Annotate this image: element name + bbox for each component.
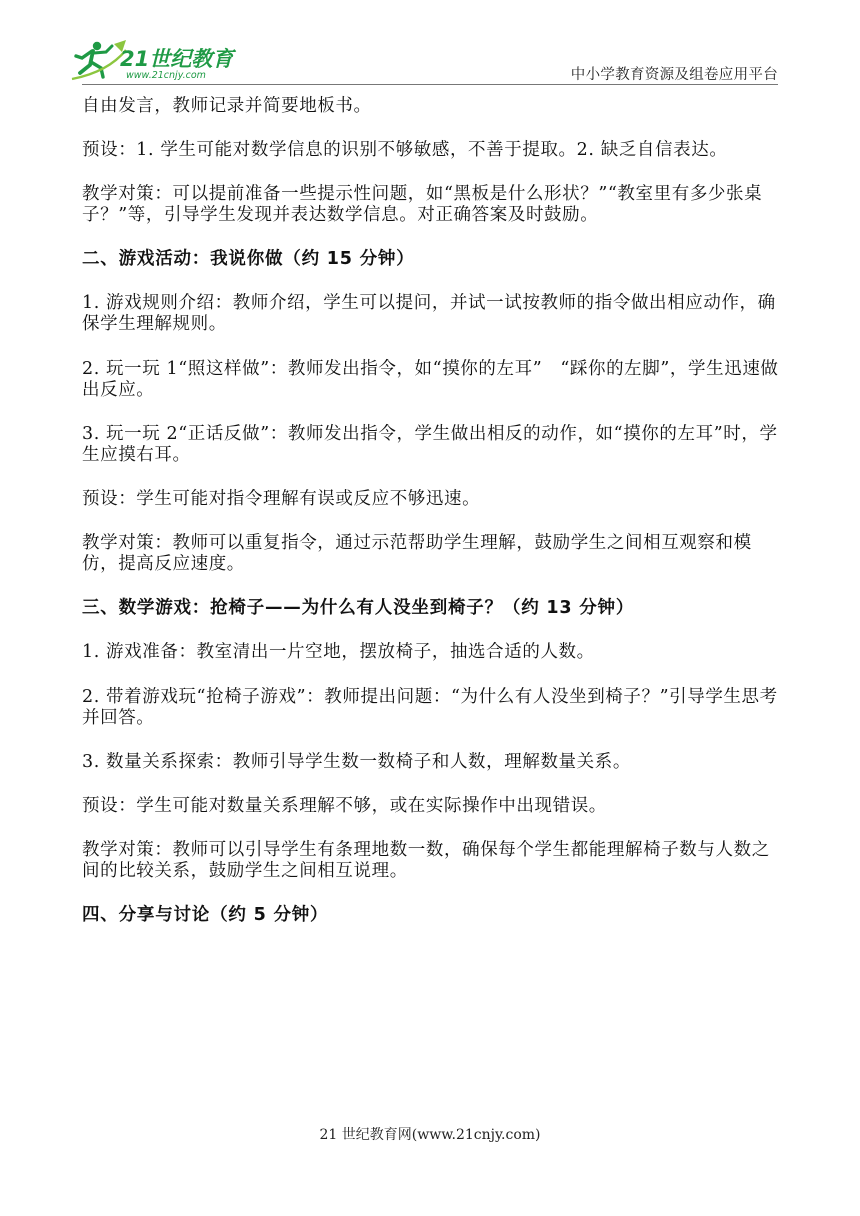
paragraph: 预设：学生可能对数量关系理解不够，或在实际操作中出现错误。 xyxy=(82,796,607,817)
paragraph: 预设：学生可能对指令理解有误或反应不够迅速。 xyxy=(82,488,481,509)
section-heading: 三、数学游戏：抢椅子——为什么有人没坐到椅子？（约 13 分钟） xyxy=(82,598,635,619)
logo-brand-text: 21世纪教育 xyxy=(120,47,234,71)
paragraph: 教学对策：可以提前准备一些提示性问题，如“黑板是什么形状？”“教室里有多少张桌子？”等，引导学生发现并表达数学信息。对正确答案及时鼓励。 xyxy=(82,183,763,225)
paragraph: 教学对策：教师可以重复指令，通过示范帮助学生理解，鼓励学生之间相互观察和模仿，提高反应速度。 xyxy=(82,533,752,575)
page-footer: 21 世纪教育网(www.21cnjy.com) xyxy=(319,1127,541,1143)
paragraph: 2. 玩一玩 1“照这样做”：教师发出指令，如“摸你的左耳” “踩你的左脚”，学生迅速做出反应。 xyxy=(82,358,779,400)
runner-logo-icon xyxy=(68,38,238,82)
paragraph: 3. 数量关系探索：教师引导学生数一数椅子和人数，理解数量关系。 xyxy=(82,751,631,772)
paragraph: 教学对策：教师可以引导学生有条理地数一数，确保每个学生都能理解椅子数与人数之间的比较关系，鼓励学生之间相互说理。 xyxy=(82,840,770,882)
paragraph: 2. 带着游戏玩“抢椅子游戏”：教师提出问题：“为什么有人没坐到椅子？”引导学生思考并回答。 xyxy=(82,686,778,728)
paragraph: 1. 游戏规则介绍：教师介绍，学生可以提问，并试一试按教师的指令做出相应动作，确保学生理解规则。 xyxy=(82,293,776,335)
page-header xyxy=(0,0,860,86)
logo-url-text: www.21cnjy.com xyxy=(126,70,206,81)
paragraph: 预设：1. 学生可能对数学信息的识别不够敏感，不善于提取。2. 缺乏自信表达。 xyxy=(82,139,728,160)
document-body xyxy=(82,84,780,938)
platform-name: 中小学教育资源及组卷应用平台 xyxy=(570,67,778,83)
section-heading: 四、分享与讨论（约 5 分钟） xyxy=(82,905,329,926)
paragraph: 自由发言，教师记录并简要地板书。 xyxy=(82,95,372,116)
paragraph: 3. 玩一玩 2“正话反做”：教师发出指令，学生做出相反的动作，如“摸你的左耳”时，学生应摸右耳。 xyxy=(82,423,778,465)
site-logo[interactable] xyxy=(68,38,238,82)
paragraph: 1. 游戏准备：教室清出一片空地，摆放椅子，抽选合适的人数。 xyxy=(82,642,595,663)
section-heading: 二、游戏活动：我说你做（约 15 分钟） xyxy=(82,249,415,270)
